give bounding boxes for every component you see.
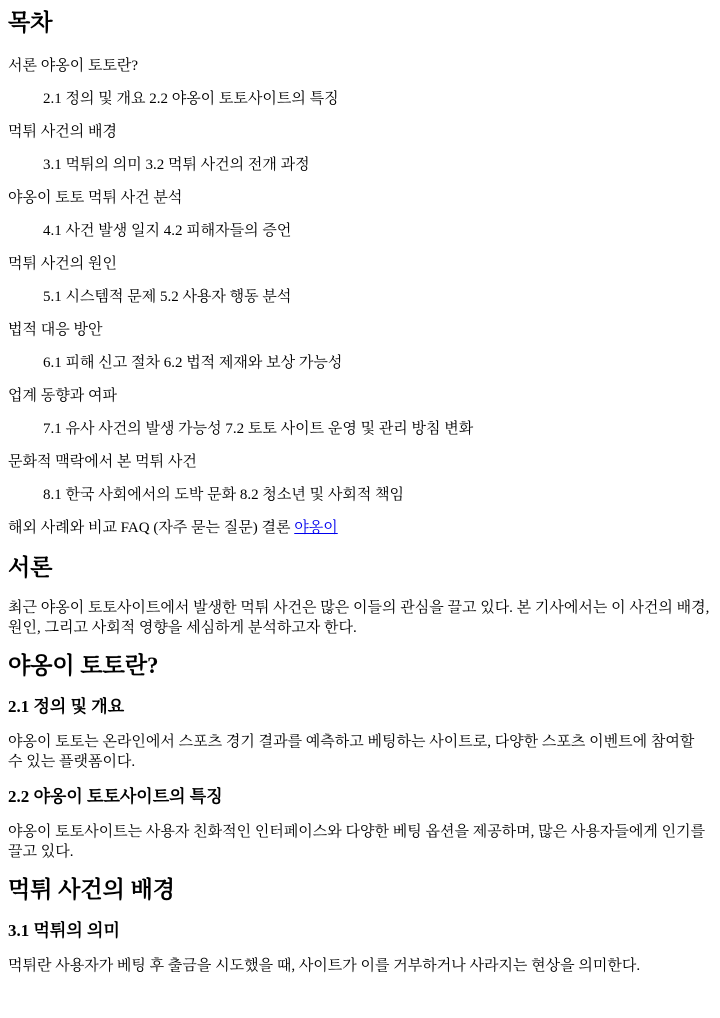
toc-subentry: 7.1 유사 사건의 발생 가능성 7.2 토토 사이트 운영 및 관리 방침 변화 <box>43 421 474 437</box>
toc-entry: 먹튀 사건의 배경 <box>8 124 117 140</box>
subsection-heading-definition: 2.1 정의 및 개요 <box>8 697 125 716</box>
section-heading-what-is: 야옹이 토토란? <box>8 653 159 678</box>
toc-entry: 서론 야옹이 토토란? <box>8 58 139 74</box>
toc-subentry: 6.1 피해 신고 절차 6.2 법적 제재와 보상 가능성 <box>43 355 343 371</box>
toc-entry: 문화적 맥락에서 본 먹튀 사건 <box>8 454 197 470</box>
intro-paragraph: 최근 야옹이 토토사이트에서 발생한 먹튀 사건은 많은 이들의 관심을 끌고 있다. 본 기사에서는 이 사건의 배경, 원인, 그리고 사회적 영향을 세심하게 분석하고자 한다. <box>8 600 710 636</box>
toc-subentry: 2.1 정의 및 개요 2.2 야옹이 토토사이트의 특징 <box>43 91 339 107</box>
toc-entry: 야옹이 토토 먹튀 사건 분석 <box>8 190 183 206</box>
section-heading-background: 먹튀 사건의 배경 <box>8 877 176 902</box>
table-of-contents <box>8 56 712 538</box>
subsection-heading-meaning: 3.1 먹튀의 의미 <box>8 921 120 940</box>
toc-subentry: 4.1 사건 발생 일지 4.2 피해자들의 증언 <box>43 223 292 239</box>
section-heading-intro: 서론 <box>8 555 53 580</box>
toc-entry: 법적 대응 방안 <box>8 322 103 338</box>
yaongi-link[interactable]: 야옹이 <box>294 520 338 536</box>
toc-title: 목차 <box>8 10 53 35</box>
toc-subentry: 5.1 시스템적 문제 5.2 사용자 행동 분석 <box>43 289 292 305</box>
definition-paragraph: 야옹이 토토는 온라인에서 스포츠 경기 결과를 예측하고 베팅하는 사이트로, 다양한 스포츠 이벤트에 참여할 수 있는 플랫폼이다. <box>8 734 695 770</box>
toc-subentry: 8.1 한국 사회에서의 도박 문화 8.2 청소년 및 사회적 책임 <box>43 487 405 503</box>
toc-entry-last <box>8 518 712 538</box>
toc-entry: 업계 동향과 여파 <box>8 388 117 404</box>
features-paragraph: 야옹이 토토사이트는 사용자 친화적인 인터페이스와 다양한 베팅 옵션을 제공하며, 많은 사용자들에게 인기를 끌고 있다. <box>8 824 706 860</box>
subsection-heading-features: 2.2 야옹이 토토사이트의 특징 <box>8 787 223 806</box>
meaning-paragraph: 먹튀란 사용자가 베팅 후 출금을 시도했을 때, 사이트가 이를 거부하거나 사라지는 현상을 의미한다. <box>8 958 641 974</box>
toc-subentry: 3.1 먹튀의 의미 3.2 먹튀 사건의 전개 과정 <box>43 157 310 173</box>
toc-entry: 먹튀 사건의 원인 <box>8 256 117 272</box>
toc-entry-text: 해외 사례와 비교 FAQ (자주 묻는 질문) 결론 <box>8 520 295 536</box>
